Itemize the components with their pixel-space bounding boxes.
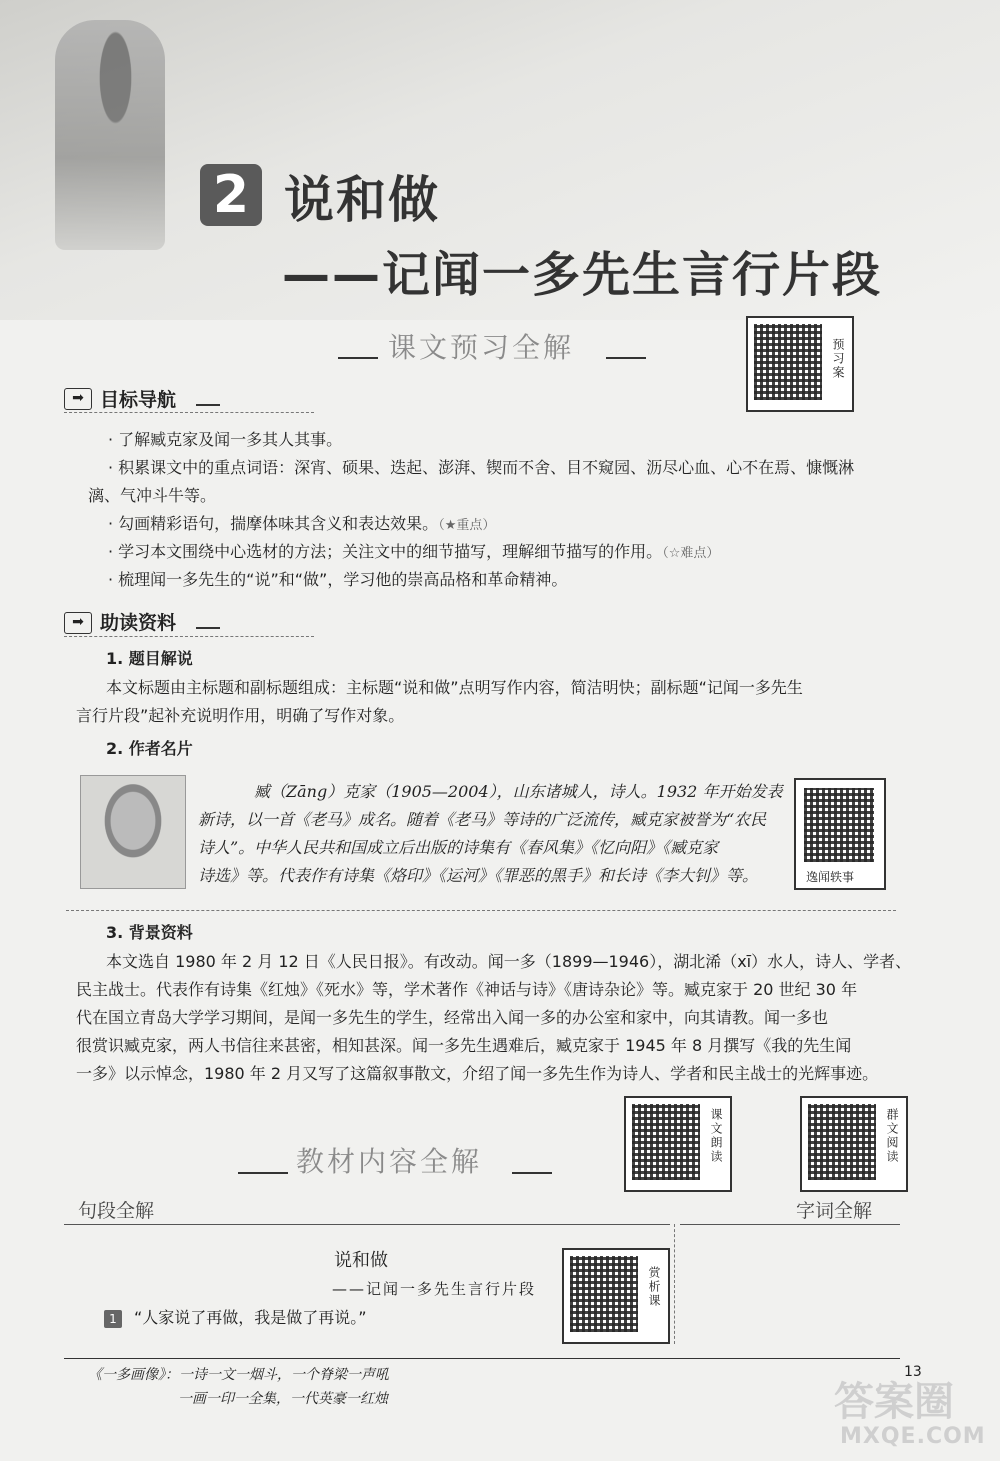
author-line: 臧（Zāng）克家（1905—2004），山东诸城人，诗人。1932 年开始发表 (254, 782, 783, 801)
section-line-right (606, 357, 646, 359)
goal-item-cont: 漓、气冲斗牛等。 (88, 486, 217, 505)
page-number: 13 (904, 1364, 922, 1380)
paragraph-number: 1 (104, 1310, 122, 1328)
qr-label: 预习案 (831, 338, 845, 380)
background-line: 本文选自 1980 年 2 月 12 日《人民日报》。有改动。闻一多（1899—1946），湖北浠（xī）水人，诗人、学者、 (106, 952, 912, 971)
qr-pattern (754, 324, 822, 400)
lesson-number: 2 (200, 164, 262, 226)
key-point-note: （★重点） (438, 518, 496, 533)
lesson-title: 说和做 (284, 171, 440, 229)
article-title: 说和做 (334, 1250, 388, 1271)
background-line: 代在国立青岛大学学习期间，是闻一多先生的学生，经常出入闻一多的办公室和家中，向其请教。闻一多也 (76, 1008, 829, 1027)
tab-divider-left (64, 1224, 670, 1225)
difficult-point-note: （☆难点） (662, 546, 720, 561)
qr-code-appreciation[interactable] (562, 1248, 670, 1344)
qr-pattern (808, 1104, 876, 1180)
section-title-preview: 课文预习全解 (388, 331, 575, 364)
column-divider (674, 1224, 676, 1344)
goal-item: · 积累课文中的重点词语：深宵、硕果、迭起、澎湃、锲而不舍、目不窥园、沥尽心血、心不在焉、慷慨淋 (108, 458, 855, 477)
dotted-divider (64, 412, 314, 413)
section-1-title: 1. 题目解说 (106, 649, 193, 668)
author-line: 诗人”。中华人民共和国成立后出版的诗集有《春风集》《忆向阳》《臧克家 (198, 838, 719, 857)
goals-heading: 目标导航 (100, 389, 177, 411)
goal-item: · 学习本文围绕中心选材的方法；关注文中的细节描写，理解细节描写的作用。（☆难点） (108, 542, 720, 561)
arrow-icon: ➡ (64, 388, 92, 410)
title-explanation: 本文标题由主标题和副标题组成：主标题“说和做”点明写作内容，简洁明快；副标题“记闻一多先生 (106, 678, 803, 697)
qr-label: 课文朗读 (709, 1108, 723, 1164)
watermark-url: MXQE.COM (840, 1424, 986, 1449)
goal-item: · 梳理闻一多先生的“说”和“做”，学习他的崇高品格和革命精神。 (108, 570, 568, 589)
footer-line-2: 一画一印一全集，一代英豪一红烛 (178, 1391, 388, 1407)
reading-heading: 助读资料 (100, 612, 177, 634)
goal-item: · 了解臧克家及闻一多其人其事。 (108, 430, 343, 449)
article-paragraph: “人家说了再做，我是做了再说。” (134, 1308, 367, 1327)
background-line: 民主战士。代表作有诗集《红烛》《死水》等，学术著作《神话与诗》《唐诗杂论》等。臧克家于 20 世纪 30 年 (76, 980, 858, 999)
heading-underline (196, 627, 220, 629)
dotted-divider (66, 910, 896, 911)
section-line-left (338, 357, 378, 359)
arrow-icon: ➡ (64, 612, 92, 634)
section-2-title: 2. 作者名片 (106, 739, 193, 758)
lesson-subtitle: ——记闻一多先生言行片段 (282, 247, 883, 303)
qr-code-recitation[interactable] (624, 1096, 732, 1192)
wen-yiduo-portrait (55, 20, 165, 250)
qr-code-preview[interactable] (746, 316, 854, 412)
qr-pattern (570, 1256, 638, 1332)
tab-sentence-analysis[interactable]: 句段全解 (78, 1200, 155, 1222)
watermark-logo: 答案圈 (834, 1379, 954, 1425)
tab-divider-right (680, 1224, 900, 1225)
goal-item: · 勾画精彩语句，揣摩体味其含义和表达效果。（★重点） (108, 514, 496, 533)
dotted-divider (64, 636, 314, 637)
article-subtitle: ——记闻一多先生言行片段 (332, 1280, 537, 1298)
zang-kejia-photo (80, 775, 186, 889)
section-line-right (512, 1172, 552, 1174)
footer-line-1: 《一多画像》：一诗一文一烟斗，一个脊梁一声吼 (88, 1367, 389, 1383)
author-line: 新诗，以一首《老马》成名。随着《老马》等诗的广泛流传，臧克家被誉为“农民 (198, 810, 767, 829)
qr-label: 群文阅读 (885, 1108, 899, 1164)
background-line: 一多》以示悼念，1980 年 2 月又写了这篇叙事散文，介绍了闻一多先生作为诗人、学者和民主战士的光辉事迹。 (76, 1064, 879, 1083)
qr-pattern (804, 788, 874, 862)
qr-code-anecdotes[interactable] (794, 778, 886, 890)
qr-pattern (632, 1104, 700, 1180)
qr-label: 赏析课 (647, 1266, 661, 1308)
background-line: 很赏识臧克家，两人书信往来甚密，相知甚深。闻一多先生遇难后，臧克家于 1945 年 8 月撰写《我的先生闻 (76, 1036, 852, 1055)
section-line-left (238, 1172, 288, 1174)
author-line: 诗选》等。代表作有诗集《烙印》《运河》《罪恶的黑手》和长诗《李大钊》等。 (198, 866, 759, 885)
qr-code-group-reading[interactable] (800, 1096, 908, 1192)
section-title-content: 教材内容全解 (296, 1145, 483, 1178)
title-explanation-cont: 言行片段”起补充说明作用，明确了写作对象。 (76, 706, 405, 725)
section-3-title: 3. 背景资料 (106, 923, 193, 942)
qr-label: 逸闻轶事 (806, 870, 855, 884)
heading-underline (196, 404, 220, 406)
tab-word-analysis[interactable]: 字词全解 (796, 1200, 873, 1222)
footer-line (64, 1358, 900, 1359)
